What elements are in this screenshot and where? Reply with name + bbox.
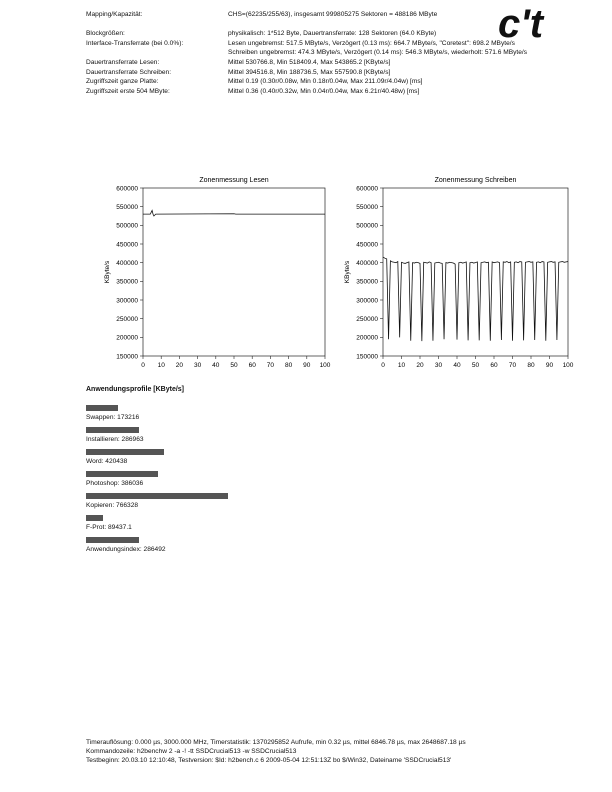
y-tick-label: 300000 [116, 297, 138, 305]
x-tick-label: 30 [434, 362, 443, 369]
x-tick-label: 20 [416, 362, 424, 369]
app-profile-item [86, 427, 228, 449]
app-profile-item [86, 515, 228, 537]
info-label: Blockgrößen: [86, 30, 125, 38]
apps-list [86, 405, 228, 559]
info-values [228, 68, 390, 78]
series-line [383, 257, 568, 341]
info-label [86, 20, 228, 30]
x-tick-label: 90 [303, 362, 311, 369]
info-row [86, 87, 527, 97]
app-profile-bar [86, 405, 118, 411]
y-tick-label: 500000 [356, 222, 378, 230]
y-tick-label: 550000 [356, 203, 378, 211]
info-row [86, 20, 527, 30]
y-tick-label: 400000 [116, 259, 138, 267]
x-tick-label: 50 [471, 362, 480, 369]
y-tick-label: 600000 [116, 185, 138, 193]
y-axis-label: KByte/s [104, 260, 111, 284]
app-profile-label: Anwendungsindex: 286492 [86, 546, 166, 553]
app-profile-label: F-Prot: 89437.1 [86, 524, 132, 531]
plot-frame [143, 188, 325, 356]
y-tick-label: 500000 [116, 222, 138, 230]
x-tick-label: 60 [490, 362, 498, 369]
app-profile-label: Photoshop: 386036 [86, 480, 144, 487]
app-profile-item [86, 537, 228, 559]
x-tick-label: 30 [193, 362, 202, 369]
info-label: Dauertransferrate Schreiben: [86, 68, 172, 76]
app-profile-item [86, 405, 228, 427]
apps-title: Anwendungsprofile [KByte/s] [86, 386, 185, 393]
x-tick-label: 60 [248, 362, 256, 369]
x-tick-label: 100 [562, 362, 574, 369]
app-profile-bar [86, 471, 158, 477]
app-profile-bar [86, 427, 139, 433]
y-axis-label: KByte/s [344, 260, 351, 284]
y-tick-label: 200000 [356, 334, 378, 342]
info-value: Schreiben ungebremst: 474.3 MByte/s, Verzögert (0.14 ms): 546.3 MByte/s, wiederholt: 571.6 MByte/s [228, 49, 528, 57]
info-value: Mittel 530766.8, Min 518409.4, Max 543865.2 [KByte/s] [228, 58, 391, 66]
footer-commandline: Kommandozeile: h2benchw 2 -a -! -tt SSDCrucial513 -w SSDCrucial513 [86, 748, 297, 755]
y-tick-label: 150000 [116, 353, 138, 361]
info-value: Lesen ungebremst: 517.5 MByte/s, Verzögert (0.13 ms): 664.7 MByte/s, "Coretest": 698.2 MByte/s [228, 39, 515, 47]
info-row [86, 68, 527, 78]
info-values [228, 10, 437, 20]
x-tick-label: 40 [453, 362, 461, 369]
app-profile-item [86, 471, 228, 493]
chart-title: Zonenmessung Lesen [199, 177, 269, 184]
info-label: Zugriffszeit erste 504 MByte: [86, 87, 170, 95]
x-tick-label: 70 [266, 362, 275, 369]
app-profile-bar [86, 515, 103, 521]
y-tick-label: 550000 [116, 203, 138, 211]
app-profile-label: Word: 420438 [86, 458, 128, 465]
app-profile-item [86, 449, 228, 471]
x-tick-label: 70 [508, 362, 517, 369]
info-label: Zugriffszeit ganze Platte: [86, 78, 159, 86]
info-values [228, 58, 390, 68]
x-tick-label: 20 [175, 362, 184, 369]
info-value: Mittel 0.36 (0.40r/0.32w, Min 0.04r/0.04w, Max 6.21r/40.48w) [ms] [228, 87, 420, 95]
footer-testinfo: Testbeginn: 20.03.10 12:10:48, Testversion: $Id: h2bench.c 6 2009-05-04 12:51:13Z bo $/Win32, Dateiname 'SSDCrucial513' [86, 757, 452, 764]
info-values [228, 87, 419, 97]
series-line [143, 210, 325, 216]
y-tick-label: 600000 [356, 185, 378, 193]
info-block [86, 10, 527, 96]
info-row [86, 29, 527, 39]
app-profile-bar [86, 449, 164, 455]
y-tick-label: 250000 [116, 315, 138, 323]
x-tick-label: 80 [284, 362, 293, 369]
info-label: Mapping/Kapazität: [86, 11, 143, 18]
y-tick-label: 350000 [116, 278, 138, 286]
info-value: Mittel 0.19 (0.30r/0.08w, Min 0.18r/0.04w, Max 211.09r/4.04w) [ms] [228, 78, 423, 86]
chart-lesen [80, 174, 340, 374]
logo-text: c't [498, 4, 544, 44]
x-tick-label: 0 [381, 362, 385, 369]
info-value: Mittel 394516.8, Min 188736.5, Max 557590.8 [KByte/s] [228, 68, 391, 76]
x-tick-label: 100 [319, 362, 331, 369]
x-tick-label: 10 [157, 362, 165, 369]
info-label: Dauertransferrate Lesen: [86, 58, 160, 66]
x-tick-label: 0 [141, 362, 145, 369]
x-tick-label: 50 [230, 362, 238, 369]
y-tick-label: 150000 [356, 353, 378, 361]
app-profile-label: Kopieren: 766328 [86, 502, 139, 509]
ct-logo [496, 4, 568, 44]
app-profile-bar [86, 493, 228, 499]
y-tick-label: 350000 [356, 278, 378, 286]
y-tick-label: 450000 [356, 241, 378, 249]
y-tick-label: 300000 [356, 297, 378, 305]
info-value: physikalisch: 1*512 Byte, Dauertransferrate: 128 Sektoren (64.0 KByte) [228, 30, 437, 38]
app-profile-item [86, 493, 228, 515]
info-values [228, 77, 423, 87]
app-profile-label: Swappen: 173216 [86, 414, 140, 421]
footer-timer: Timerauflösung: 0.000 µs, 3000.000 MHz, Timerstatistik: 1370295852 Aufrufe, min 0.32 µs, mittel 6846.78 µs, max 2648687.18 µs [86, 739, 466, 746]
info-row [86, 39, 527, 58]
info-value [228, 20, 230, 30]
info-values [228, 29, 436, 39]
app-profile-bar [86, 537, 139, 543]
x-tick-label: 80 [527, 362, 535, 369]
chart-title: Zonenmessung Schreiben [434, 177, 517, 184]
info-values [228, 39, 527, 58]
chart-schreiben [336, 174, 586, 374]
y-tick-label: 400000 [356, 259, 378, 267]
application-profiles [86, 386, 228, 559]
app-profile-label: Installieren: 286963 [86, 436, 144, 443]
x-tick-label: 40 [212, 362, 220, 369]
info-row [86, 77, 527, 87]
y-tick-label: 450000 [116, 241, 138, 249]
info-row [86, 58, 527, 68]
info-label: Interface-Transferrate (bei 0.0%): [86, 39, 184, 47]
x-tick-label: 10 [397, 362, 406, 369]
y-tick-label: 250000 [356, 315, 378, 323]
info-value: CHS=(62235/255/63), insgesamt 999805275 Sektoren = 488186 MByte [228, 11, 438, 18]
x-tick-label: 90 [545, 362, 554, 369]
footer [86, 738, 466, 765]
info-row [86, 10, 527, 20]
y-tick-label: 200000 [116, 334, 138, 342]
info-values [228, 20, 230, 30]
